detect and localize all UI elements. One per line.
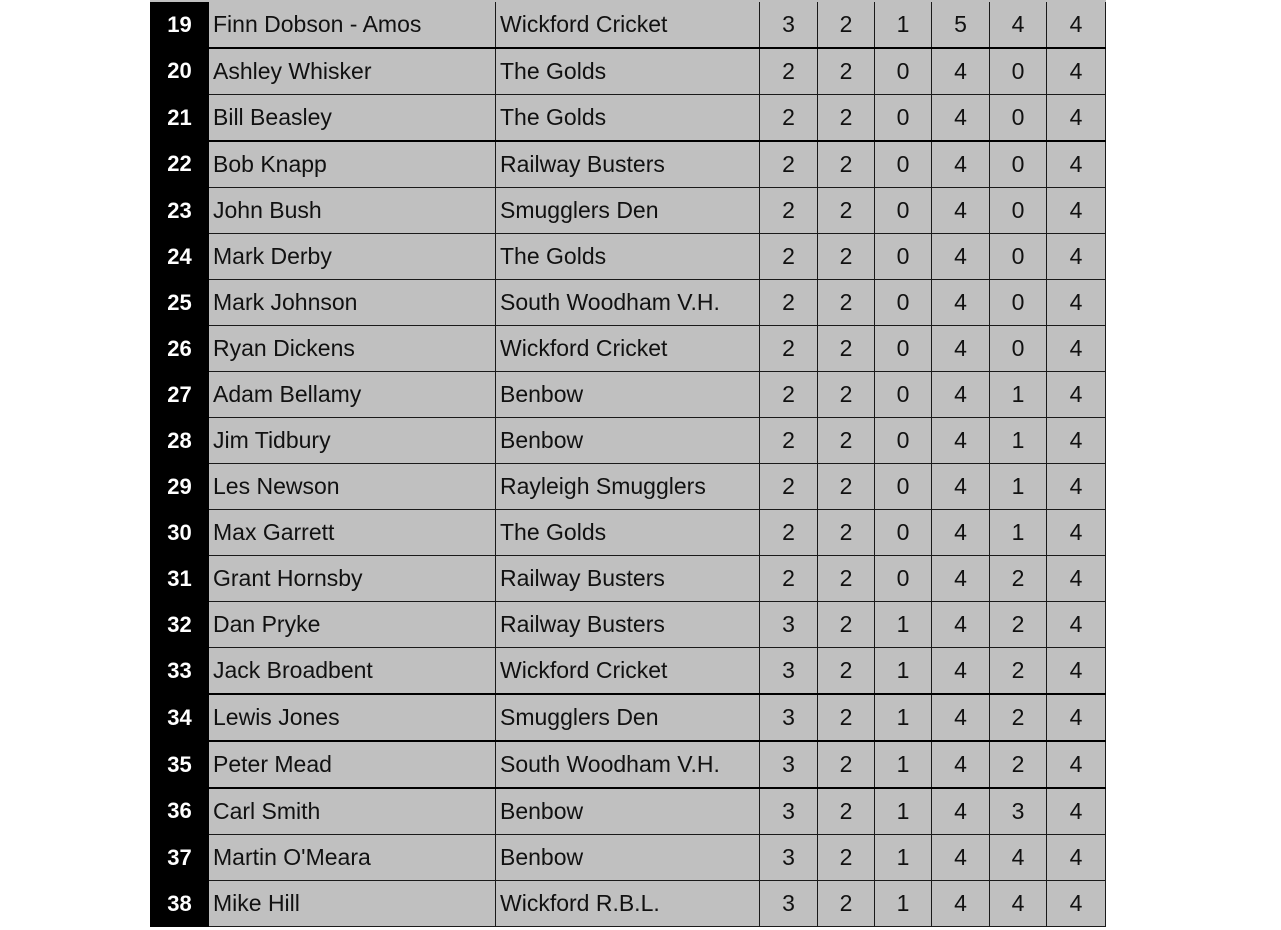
player-name-cell: Jim Tidbury: [209, 418, 496, 464]
stat-cell-1: 2: [760, 95, 818, 142]
stat-cell-3: 0: [875, 464, 932, 510]
table-row: [151, 188, 1106, 234]
player-name-cell: Finn Dobson - Amos: [209, 1, 496, 48]
standings-sheet: [150, 0, 1105, 927]
stat-cell-1: 2: [760, 280, 818, 326]
stat-cell-5: 0: [990, 234, 1047, 280]
position-cell: 24: [151, 234, 209, 280]
team-name-cell: Wickford R.B.L.: [496, 881, 760, 927]
stat-cell-3: 0: [875, 188, 932, 234]
position-cell: 27: [151, 372, 209, 418]
table-row: [151, 741, 1106, 788]
stat-cell-5: 3: [990, 788, 1047, 835]
table-row: [151, 326, 1106, 372]
stat-cell-4: 4: [932, 694, 990, 741]
stat-cell-3: 1: [875, 741, 932, 788]
stat-cell-6: 4: [1047, 464, 1106, 510]
stat-cell-3: 1: [875, 881, 932, 927]
table-row: [151, 510, 1106, 556]
stat-cell-3: 0: [875, 234, 932, 280]
stat-cell-2: 2: [818, 835, 875, 881]
stat-cell-5: 2: [990, 556, 1047, 602]
stat-cell-5: 1: [990, 464, 1047, 510]
stat-cell-6: 4: [1047, 234, 1106, 280]
stat-cell-4: 4: [932, 188, 990, 234]
position-cell: 38: [151, 881, 209, 927]
table-row: [151, 372, 1106, 418]
stat-cell-1: 2: [760, 48, 818, 95]
stat-cell-2: 2: [818, 464, 875, 510]
team-name-cell: South Woodham V.H.: [496, 280, 760, 326]
stat-cell-4: 4: [932, 788, 990, 835]
stat-cell-4: 4: [932, 280, 990, 326]
stat-cell-5: 2: [990, 648, 1047, 695]
player-name-cell: Adam Bellamy: [209, 372, 496, 418]
team-name-cell: Wickford Cricket: [496, 648, 760, 695]
stat-cell-5: 1: [990, 510, 1047, 556]
stat-cell-1: 3: [760, 694, 818, 741]
team-name-cell: The Golds: [496, 95, 760, 142]
stat-cell-2: 2: [818, 372, 875, 418]
position-cell: 34: [151, 694, 209, 741]
stat-cell-3: 0: [875, 418, 932, 464]
table-row: [151, 141, 1106, 188]
stat-cell-1: 3: [760, 1, 818, 48]
stat-cell-5: 0: [990, 95, 1047, 142]
team-name-cell: Benbow: [496, 788, 760, 835]
stat-cell-4: 4: [932, 372, 990, 418]
stat-cell-4: 4: [932, 95, 990, 142]
table-row: [151, 881, 1106, 927]
stat-cell-5: 0: [990, 280, 1047, 326]
stat-cell-4: 4: [932, 510, 990, 556]
stat-cell-1: 3: [760, 741, 818, 788]
team-name-cell: Railway Busters: [496, 141, 760, 188]
stat-cell-6: 4: [1047, 1, 1106, 48]
stat-cell-6: 4: [1047, 418, 1106, 464]
stat-cell-1: 2: [760, 141, 818, 188]
stat-cell-3: 1: [875, 788, 932, 835]
player-name-cell: Ashley Whisker: [209, 48, 496, 95]
position-cell: 25: [151, 280, 209, 326]
stat-cell-4: 4: [932, 418, 990, 464]
table-row: [151, 234, 1106, 280]
stat-cell-6: 4: [1047, 694, 1106, 741]
stat-cell-6: 4: [1047, 95, 1106, 142]
stat-cell-1: 3: [760, 835, 818, 881]
position-cell: 36: [151, 788, 209, 835]
player-name-cell: Lewis Jones: [209, 694, 496, 741]
table-row: [151, 835, 1106, 881]
team-name-cell: Benbow: [496, 418, 760, 464]
stat-cell-2: 2: [818, 556, 875, 602]
table-row: [151, 788, 1106, 835]
player-name-cell: Mark Johnson: [209, 280, 496, 326]
stat-cell-1: 3: [760, 648, 818, 695]
team-name-cell: The Golds: [496, 234, 760, 280]
table-row: [151, 556, 1106, 602]
stat-cell-2: 2: [818, 694, 875, 741]
team-name-cell: Wickford Cricket: [496, 326, 760, 372]
stat-cell-4: 4: [932, 556, 990, 602]
table-row: [151, 418, 1106, 464]
player-name-cell: Martin O'Meara: [209, 835, 496, 881]
stat-cell-4: 5: [932, 1, 990, 48]
stat-cell-2: 2: [818, 881, 875, 927]
stat-cell-5: 0: [990, 48, 1047, 95]
position-cell: 26: [151, 326, 209, 372]
stat-cell-2: 2: [818, 141, 875, 188]
stat-cell-2: 2: [818, 188, 875, 234]
stat-cell-1: 2: [760, 510, 818, 556]
stat-cell-5: 1: [990, 372, 1047, 418]
stat-cell-4: 4: [932, 141, 990, 188]
team-name-cell: Wickford Cricket: [496, 1, 760, 48]
position-cell: 30: [151, 510, 209, 556]
stat-cell-3: 1: [875, 648, 932, 695]
stat-cell-3: 0: [875, 280, 932, 326]
stat-cell-3: 1: [875, 602, 932, 648]
stat-cell-5: 0: [990, 188, 1047, 234]
stat-cell-4: 4: [932, 741, 990, 788]
position-cell: 31: [151, 556, 209, 602]
stat-cell-2: 2: [818, 510, 875, 556]
stat-cell-2: 2: [818, 326, 875, 372]
stat-cell-6: 4: [1047, 648, 1106, 695]
stat-cell-2: 2: [818, 418, 875, 464]
stat-cell-1: 2: [760, 418, 818, 464]
stat-cell-4: 4: [932, 48, 990, 95]
stat-cell-2: 2: [818, 1, 875, 48]
stat-cell-6: 4: [1047, 881, 1106, 927]
stat-cell-4: 4: [932, 648, 990, 695]
stat-cell-6: 4: [1047, 741, 1106, 788]
stat-cell-6: 4: [1047, 556, 1106, 602]
stat-cell-1: 3: [760, 881, 818, 927]
stat-cell-6: 4: [1047, 372, 1106, 418]
stat-cell-1: 2: [760, 372, 818, 418]
stat-cell-2: 2: [818, 280, 875, 326]
position-cell: 33: [151, 648, 209, 695]
team-name-cell: Rayleigh Smugglers: [496, 464, 760, 510]
position-cell: 37: [151, 835, 209, 881]
stat-cell-5: 4: [990, 1, 1047, 48]
stat-cell-5: 2: [990, 694, 1047, 741]
table-row: [151, 464, 1106, 510]
position-cell: 23: [151, 188, 209, 234]
position-cell: 22: [151, 141, 209, 188]
position-cell: 19: [151, 1, 209, 48]
player-name-cell: Les Newson: [209, 464, 496, 510]
stat-cell-4: 4: [932, 234, 990, 280]
stat-cell-2: 2: [818, 648, 875, 695]
table-row: [151, 694, 1106, 741]
table-row: [151, 602, 1106, 648]
player-name-cell: Mark Derby: [209, 234, 496, 280]
table-row: [151, 48, 1106, 95]
stat-cell-5: 1: [990, 418, 1047, 464]
player-name-cell: Peter Mead: [209, 741, 496, 788]
player-name-cell: John Bush: [209, 188, 496, 234]
stat-cell-1: 3: [760, 788, 818, 835]
stat-cell-6: 4: [1047, 602, 1106, 648]
player-name-cell: Carl Smith: [209, 788, 496, 835]
stat-cell-2: 2: [818, 95, 875, 142]
stat-cell-5: 0: [990, 326, 1047, 372]
stat-cell-3: 1: [875, 835, 932, 881]
player-name-cell: Bob Knapp: [209, 141, 496, 188]
position-cell: 28: [151, 418, 209, 464]
stat-cell-1: 2: [760, 234, 818, 280]
position-cell: 29: [151, 464, 209, 510]
stat-cell-2: 2: [818, 48, 875, 95]
table-row: [151, 95, 1106, 142]
standings-rows: [151, 1, 1106, 927]
position-cell: 20: [151, 48, 209, 95]
team-name-cell: The Golds: [496, 510, 760, 556]
team-name-cell: South Woodham V.H.: [496, 741, 760, 788]
stat-cell-3: 0: [875, 556, 932, 602]
stat-cell-3: 0: [875, 326, 932, 372]
player-name-cell: Dan Pryke: [209, 602, 496, 648]
team-name-cell: Railway Busters: [496, 556, 760, 602]
team-name-cell: Railway Busters: [496, 602, 760, 648]
stat-cell-1: 2: [760, 464, 818, 510]
stat-cell-2: 2: [818, 234, 875, 280]
stat-cell-6: 4: [1047, 141, 1106, 188]
stat-cell-5: 0: [990, 141, 1047, 188]
team-name-cell: Smugglers Den: [496, 694, 760, 741]
table-row: [151, 648, 1106, 695]
stat-cell-3: 0: [875, 141, 932, 188]
stat-cell-5: 4: [990, 835, 1047, 881]
stat-cell-3: 0: [875, 510, 932, 556]
table-row: [151, 1, 1106, 48]
player-name-cell: Mike Hill: [209, 881, 496, 927]
player-name-cell: Bill Beasley: [209, 95, 496, 142]
stat-cell-4: 4: [932, 602, 990, 648]
team-name-cell: Benbow: [496, 835, 760, 881]
stat-cell-1: 2: [760, 556, 818, 602]
stat-cell-3: 1: [875, 1, 932, 48]
table-row: [151, 280, 1106, 326]
team-name-cell: The Golds: [496, 48, 760, 95]
stat-cell-2: 2: [818, 741, 875, 788]
stat-cell-6: 4: [1047, 188, 1106, 234]
stat-cell-2: 2: [818, 602, 875, 648]
team-name-cell: Smugglers Den: [496, 188, 760, 234]
stat-cell-1: 2: [760, 188, 818, 234]
stat-cell-3: 0: [875, 95, 932, 142]
stat-cell-4: 4: [932, 835, 990, 881]
player-name-cell: Grant Hornsby: [209, 556, 496, 602]
position-cell: 21: [151, 95, 209, 142]
stat-cell-3: 1: [875, 694, 932, 741]
stat-cell-6: 4: [1047, 326, 1106, 372]
stat-cell-6: 4: [1047, 788, 1106, 835]
stat-cell-1: 3: [760, 602, 818, 648]
position-cell: 35: [151, 741, 209, 788]
stat-cell-5: 2: [990, 602, 1047, 648]
team-name-cell: Benbow: [496, 372, 760, 418]
position-cell: 32: [151, 602, 209, 648]
player-name-cell: Ryan Dickens: [209, 326, 496, 372]
stat-cell-5: 4: [990, 881, 1047, 927]
stat-cell-6: 4: [1047, 48, 1106, 95]
stat-cell-5: 2: [990, 741, 1047, 788]
stat-cell-6: 4: [1047, 280, 1106, 326]
stat-cell-4: 4: [932, 326, 990, 372]
stat-cell-1: 2: [760, 326, 818, 372]
standings-table: [150, 0, 1106, 927]
player-name-cell: Max Garrett: [209, 510, 496, 556]
stat-cell-6: 4: [1047, 835, 1106, 881]
stat-cell-6: 4: [1047, 510, 1106, 556]
stat-cell-3: 0: [875, 372, 932, 418]
stat-cell-4: 4: [932, 881, 990, 927]
stat-cell-4: 4: [932, 464, 990, 510]
stat-cell-3: 0: [875, 48, 932, 95]
stat-cell-2: 2: [818, 788, 875, 835]
player-name-cell: Jack Broadbent: [209, 648, 496, 695]
